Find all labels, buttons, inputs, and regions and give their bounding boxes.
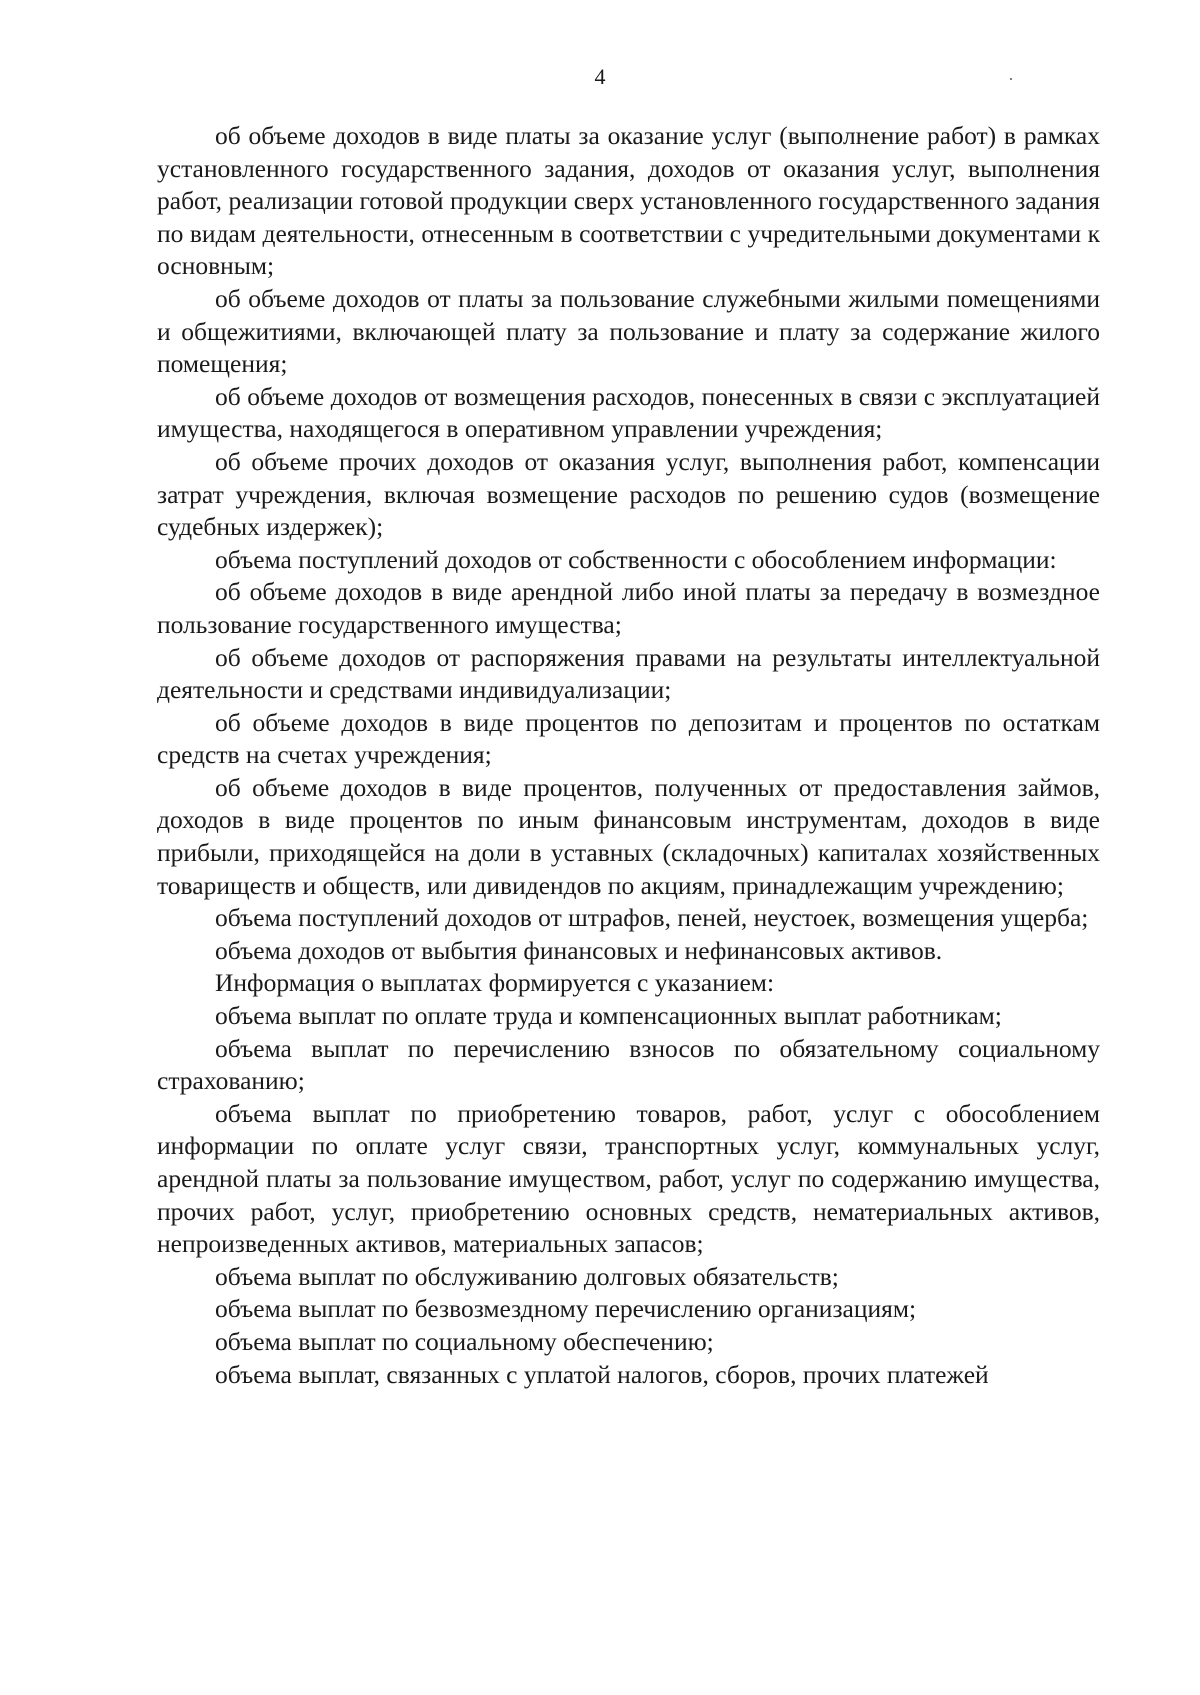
paragraph: объема выплат по социальному обеспечению; [215, 1326, 714, 1356]
paragraph: об объеме прочих доходов от оказания услуг, выполнения работ, компенсации затрат учреждения, включая возмещение расходов по решению судов (возмещение судебных издержек); [157, 446, 1100, 542]
paragraph: объема выплат по приобретению товаров, работ, услуг с обособлением информации по оплате услуг связи, транспортных услуг, коммунальных услуг, арендной платы за пользование имуществом, работ, услуг по содержанию имущества, прочих работ, услуг, приобретению основных средств, нематериальных активов, непроизведенных активов, материальных запасов; [157, 1098, 1100, 1259]
paragraph: объема поступлений доходов от собственности с обособлением информации: [215, 544, 1057, 574]
paragraph: объема доходов от выбытия финансовых и нефинансовых активов. [215, 935, 943, 965]
document-body [157, 120, 1100, 1391]
paragraph: объема поступлений доходов от штрафов, пеней, неустоек, возмещения ущерба; [215, 903, 1089, 933]
paragraph: объема выплат по оплате труда и компенсационных выплат работникам; [215, 1001, 1002, 1031]
paragraph: об объеме доходов от распоряжения правами на результаты интеллектуальной деятельности и средствами индивидуализации; [157, 642, 1100, 705]
paragraph: объема выплат по безвозмездному перечислению организациям; [215, 1294, 917, 1324]
paragraph: об объеме доходов в виде арендной либо иной платы за передачу в возмездное пользование государственного имущества; [157, 577, 1100, 639]
paragraph: объема выплат, связанных с уплатой налогов, сборов, прочих платежей [215, 1359, 989, 1389]
paragraph: об объеме доходов в виде процентов по депозитам и процентов по остаткам средств на счетах учреждения; [157, 707, 1100, 770]
paragraph: об объеме доходов в виде платы за оказание услуг (выполнение работ) в рамках установленного государственного задания, доходов от оказания услуг, выполнения работ, реализации готовой продукции сверх установленного государственного задания по видам деятельности, отнесенным в соответствии с учредительными документами к основным; [157, 121, 1100, 281]
paragraph: Информация о выплатах формируется с указанием: [215, 968, 775, 998]
page-number: 4 [594, 64, 606, 89]
paragraph: об объеме доходов от возмещения расходов, понесенных в связи с эксплуатацией имущества, находящегося в оперативном управлении учреждения; [157, 381, 1100, 444]
scan-artifact [1010, 78, 1012, 80]
paragraph: объема выплат по обслуживанию долговых обязательств; [215, 1261, 839, 1291]
paragraph: об объеме доходов от платы за пользование служебными жилыми помещениями и общежитиями, включающей плату за пользование и плату за содержание жилого помещения; [157, 283, 1100, 379]
paragraph: объема выплат по перечислению взносов по обязательному социальному страхованию; [157, 1033, 1100, 1096]
paragraph: об объеме доходов в виде процентов, полученных от предоставления займов, доходов в виде процентов по иным финансовым инструментам, доходов в виде прибыли, приходящейся на доли в уставных (складочных) капиталах хозяйственных товариществ и обществ, или дивидендов по акциям, принадлежащим учреждению; [157, 772, 1100, 900]
